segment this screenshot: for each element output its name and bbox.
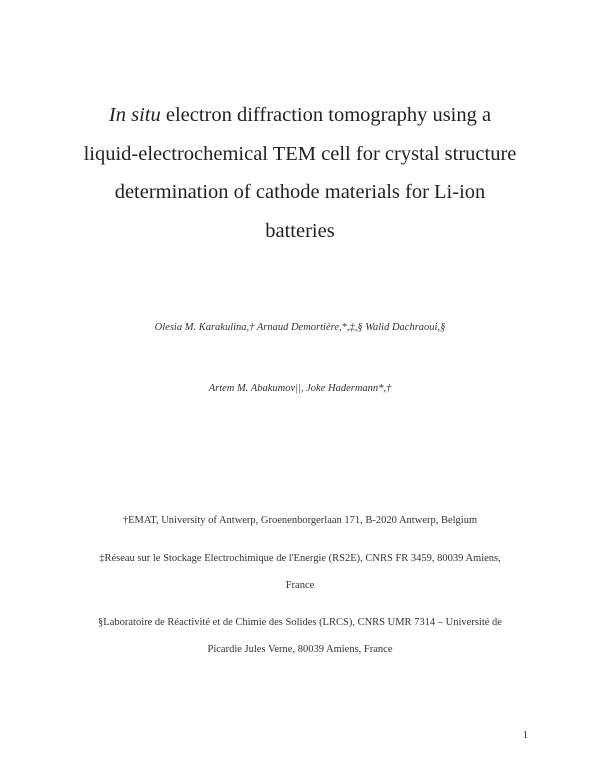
author-list-line-2: Artem M. Abakumov||, Joke Hadermann*,† — [208, 383, 392, 394]
affiliation-rs2e — [40, 545, 560, 599]
title-line-4: batteries — [265, 219, 335, 242]
author-list-line-1: Olesia M. Karakulina,† Arnaud Demortière,*,‡,§ Walid Dachraoui,§ — [154, 322, 446, 333]
title-line-1-rest: electron diffraction tomography using a — [160, 104, 492, 126]
title-line-3: determination of cathode materials for Li-ion — [114, 181, 486, 203]
affiliation-line: †EMAT, University of Antwerp, Groenenborgerlaan 171, B-2020 Antwerp, Belgium — [122, 515, 478, 526]
affiliation-line: France — [285, 580, 315, 591]
paper-title — [60, 96, 540, 250]
title-line-2: liquid-electrochemical TEM cell for crystal structure — [83, 142, 517, 165]
title-italic-prefix: In situ — [108, 104, 161, 126]
affiliation-line: ‡Réseau sur le Stockage Electrochimique de l'Energie (RS2E), CNRS FR 3459, 80039 Amiens, — [99, 553, 501, 564]
affiliation-line: §Laboratoire de Réactivité et de Chimie des Solides (LRCS), CNRS UMR 7314 – Université de — [98, 617, 502, 628]
page-number: 1 — [522, 730, 528, 741]
affiliation-line: Picardie Jules Verne, 80039 Amiens, France — [207, 644, 393, 655]
title-line-1 — [60, 96, 540, 135]
affiliation-emat — [40, 507, 560, 534]
affiliation-lrcs — [40, 609, 560, 663]
